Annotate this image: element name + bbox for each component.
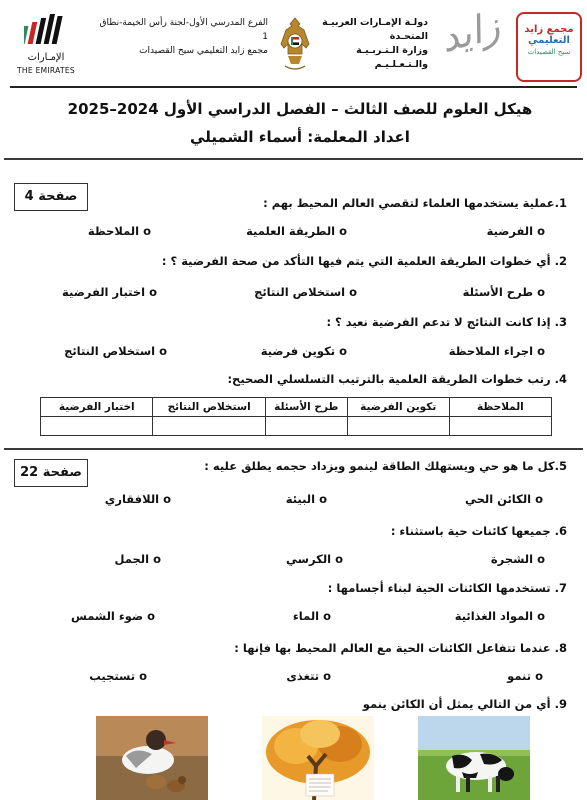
option-7c[interactable]: o ضوء الشمس xyxy=(70,609,155,623)
option-3a[interactable]: o اجراء الملاحظة xyxy=(448,344,545,358)
option-2b[interactable]: o استخلاص النتائج xyxy=(254,285,357,299)
order-cell-header: استخلاص النتائج xyxy=(153,398,265,417)
question-3: 3. إذا كانت النتائج لا تدعم الفرضية نعيد ؟ : xyxy=(326,315,567,329)
order-cell-header: تكوين الفرضية xyxy=(347,398,449,417)
option-8b[interactable]: o تتغذى xyxy=(286,669,331,683)
zayed-watermark-text: زايد xyxy=(435,3,505,61)
option-8c[interactable]: o تستجيب xyxy=(89,669,147,683)
option-marker: o xyxy=(535,669,543,683)
order-cell-header: اختبار الفرضية xyxy=(41,398,153,417)
ordering-table-header-row xyxy=(41,398,552,417)
ordering-table-answer-row xyxy=(41,417,552,436)
option-marker: o xyxy=(319,492,327,506)
option-marker: o xyxy=(535,492,543,506)
option-1c[interactable]: o الملاحظة xyxy=(87,224,151,238)
option-marker: o xyxy=(149,285,157,299)
emirates-english-label: THE EMIRATES xyxy=(17,66,75,75)
answer-cell[interactable] xyxy=(41,417,153,436)
option-6b[interactable]: o الكرسي xyxy=(286,552,343,566)
option-6a[interactable]: o الشجرة xyxy=(490,552,545,566)
ministry-info xyxy=(318,16,428,72)
option-marker: o xyxy=(537,285,545,299)
page-badge-4: صفحة 4 xyxy=(14,183,88,211)
question-9: 9. أي من التالي يمثل أن الكائن ينمو xyxy=(362,697,567,711)
option-1b[interactable]: o الطريقة العلمية xyxy=(246,224,347,238)
option-marker: o xyxy=(147,609,155,623)
option-2c[interactable]: o اختبار الفرضية xyxy=(62,285,157,299)
option-3b[interactable]: o تكوين فرضية xyxy=(260,344,347,358)
option-marker: o xyxy=(335,552,343,566)
question-8: 8. عندما تتفاعل الكائنات الحية مع العالم المحيط بها فإنها : xyxy=(234,641,567,655)
option-1a[interactable]: o الفرضية xyxy=(486,224,545,238)
option-marker: o xyxy=(537,224,545,238)
zayed-school-logo xyxy=(435,3,580,84)
option-marker: o xyxy=(159,344,167,358)
bird-with-chicks-photo[interactable] xyxy=(96,716,208,800)
option-marker: o xyxy=(537,552,545,566)
option-5b[interactable]: o البيئة xyxy=(285,492,327,506)
option-7b[interactable]: o الماء xyxy=(292,609,331,623)
option-marker: o xyxy=(139,669,147,683)
school-name-line-2: التعليمي xyxy=(528,35,570,46)
question-2: 2. أي خطوات الطريقة العلمية التي يتم فيها التأكد من صحة الفرضية ؟ : xyxy=(161,254,567,268)
cow-photo[interactable] xyxy=(418,716,530,800)
option-8a[interactable]: o تنمو xyxy=(507,669,543,683)
option-6c[interactable]: o الجمل xyxy=(114,552,161,566)
title-divider xyxy=(4,158,583,160)
autumn-tree-photo[interactable] xyxy=(262,716,374,800)
answer-cell[interactable] xyxy=(265,417,347,436)
branch-line-2: مجمع زايد التعليمي سيح القصيدات xyxy=(139,46,268,56)
ministry-line-1: دولـة الإمـارات العربيـة المتحـدة xyxy=(322,17,428,42)
worksheet-title: هيكل العلوم للصف الثالث – الفصل الدراسي الأول 2024–2025 xyxy=(67,100,533,118)
question-6: 6. جميعها كائنات حية باستثناء : xyxy=(390,524,567,538)
answer-cell[interactable] xyxy=(347,417,449,436)
teacher-line: اعداد المعلمة: أسماء الشميلي xyxy=(190,128,410,146)
option-5a[interactable]: o الكائن الحي xyxy=(464,492,543,506)
option-marker: o xyxy=(537,344,545,358)
question-1: 1.عملية يستخدمها العلماء لتقصي العالم المحيط بهم : xyxy=(263,196,567,210)
option-marker: o xyxy=(339,224,347,238)
order-cell-header: الملاحظة xyxy=(449,398,551,417)
option-2a[interactable]: o طرح الأسئلة xyxy=(462,285,545,299)
option-marker: o xyxy=(349,285,357,299)
school-name-line-3: سيح القصيدات xyxy=(527,48,571,56)
ordering-table xyxy=(40,397,552,436)
answer-cell[interactable] xyxy=(153,417,265,436)
option-marker: o xyxy=(537,609,545,623)
order-cell-header: طرح الأسئلة xyxy=(265,398,347,417)
option-marker: o xyxy=(339,344,347,358)
option-5c[interactable]: o اللافقاري xyxy=(104,492,171,506)
option-marker: o xyxy=(143,224,151,238)
option-marker: o xyxy=(163,492,171,506)
question-5: 5.كل ما هو حي ويستهلك الطاقة لينمو ويزداد حجمه يطلق عليه : xyxy=(204,459,567,473)
uae-falcon-emblem-icon xyxy=(276,14,314,76)
option-marker: o xyxy=(323,669,331,683)
option-marker: o xyxy=(323,609,331,623)
question-7: 7. تستخدمها الكائنات الحية لبناء أجسامها : xyxy=(327,581,567,595)
branch-info xyxy=(92,16,268,58)
header-divider xyxy=(10,86,577,88)
page-badge-22: صفحة 22 xyxy=(14,459,88,487)
section-divider xyxy=(4,448,583,450)
option-7a[interactable]: o المواد الغذائية xyxy=(454,609,545,623)
emirates-arabic-label: الإمـارات xyxy=(27,52,65,63)
branch-line-1: الفرع المدرسي الأول-لجنة رأس الخيمة-نطاق 1 xyxy=(99,18,268,42)
question-4: 4. رتب خطوات الطريقة العلمية بالترتيب التسلسلي الصحيح: xyxy=(227,372,567,386)
the-emirates-logo xyxy=(16,8,76,82)
school-name-line-1: مجمع زايد xyxy=(524,24,574,35)
emirates-bars-icon xyxy=(24,14,68,44)
option-marker: o xyxy=(153,552,161,566)
school-emblem xyxy=(516,12,582,82)
ministry-line-2: وزارة الـتـربـيـة والـتـعـلـيـم xyxy=(356,45,428,70)
option-3c[interactable]: o استخلاص النتائج xyxy=(64,344,167,358)
answer-cell[interactable] xyxy=(449,417,551,436)
